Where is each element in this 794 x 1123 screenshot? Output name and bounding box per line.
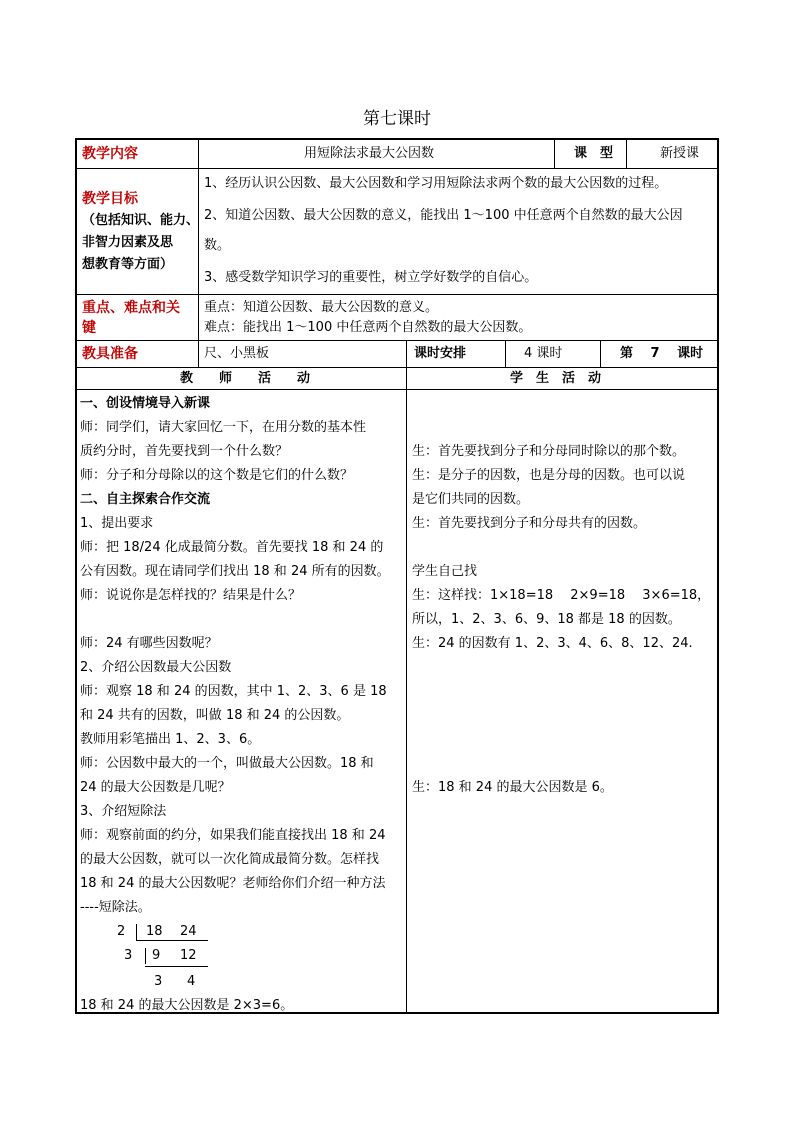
teacher-line: ----短除法。 xyxy=(80,900,151,915)
division-result: 4 xyxy=(187,974,196,989)
teacher-line: 教师用彩笔描出 1、2、3、6。 xyxy=(80,732,261,747)
type-label: 课 型 xyxy=(574,146,614,161)
row-divider xyxy=(76,168,718,169)
student-line: 学生自己找 xyxy=(412,564,478,579)
goal-line: 1、经历认识公因数、最大公因数和学习用短除法求两个数的最大公因数的过程。 xyxy=(204,176,668,191)
teacher-line: 的最大公因数，就可以一次化简成最简分数。怎样找 xyxy=(80,852,380,867)
col-divider xyxy=(554,139,555,168)
student-line: 所以，1、2、3、6、9、18 都是 18 的因数。 xyxy=(412,612,681,627)
row-divider xyxy=(76,294,718,295)
teacher-line: 3、介绍短除法 xyxy=(80,804,167,819)
col-divider xyxy=(505,340,506,367)
col-divider xyxy=(600,340,601,367)
division-line xyxy=(145,966,208,967)
key-point-line: 重点：知道公因数、最大公因数的意义。 xyxy=(204,300,439,315)
goal-line: 3、感受数学知识学习的重要性，树立学好数学的自信心。 xyxy=(204,270,538,285)
type-value: 新授课 xyxy=(660,146,700,161)
teacher-line: 18 和 24 的最大公因数是 2×3=6。 xyxy=(80,998,294,1013)
goals-label: 教学目标 xyxy=(82,191,138,207)
schedule-value: 4 课时 xyxy=(524,346,563,361)
teacher-line: 和 24 共有的因数，叫做 18 和 24 的公因数。 xyxy=(80,708,350,723)
goal-line: 2、知道公因数、最大公因数的意义，能找出 1～100 中任意两个自然数的最大公因 xyxy=(204,208,683,223)
tools-value: 尺、小黑板 xyxy=(204,346,270,361)
division-number: 18 xyxy=(146,924,163,939)
student-line: 是它们共同的因数。 xyxy=(412,492,530,507)
row-divider xyxy=(76,367,718,368)
teacher-line: 师：观察 18 和 24 的因数，其中 1、2、3、6 是 18 xyxy=(80,684,387,699)
goals-label-sub: 非智力因素及思 xyxy=(82,235,174,250)
student-column-header: 学 生 活 动 xyxy=(510,371,602,386)
teacher-line: 师：同学们，请大家回忆一下，在用分数的基本性 xyxy=(80,420,367,435)
teacher-line: 师：分子和分母除以的这个数是它们的什么数？ xyxy=(80,468,354,483)
division-line xyxy=(136,940,208,941)
teacher-line: 师：把 18/24 化成最简分数。首先要找 18 和 24 的 xyxy=(80,540,384,555)
goals-label-sub: （包括知识、能力、 xyxy=(82,213,200,228)
student-line: 生：这样找：1×18=18 2×9=18 3×6=18， xyxy=(412,588,711,603)
section-heading: 二、自主探索合作交流 xyxy=(80,492,211,507)
teacher-line: 师：24 有哪些因数呢？ xyxy=(80,636,218,651)
key-label-cont: 键 xyxy=(82,320,96,336)
row-divider xyxy=(76,389,718,390)
teacher-line: 质约分时，首先要找到一个什么数？ xyxy=(80,444,289,459)
period-label: 第 7 课时 xyxy=(620,346,704,361)
division-divisor: 2 xyxy=(117,924,126,939)
content-label: 教学内容 xyxy=(82,146,138,162)
student-line: 生：是分子的因数，也是分母的因数。也可以说 xyxy=(412,468,686,483)
teacher-line: 公有因数。现在请同学们找出 18 和 24 所有的因数。 xyxy=(80,564,390,579)
goal-line: 数。 xyxy=(204,238,231,253)
teacher-line: 2、介绍公因数最大公因数 xyxy=(80,660,232,675)
goals-label-sub: 想教育等方面） xyxy=(82,257,174,272)
division-bar xyxy=(136,924,137,940)
division-number: 12 xyxy=(180,948,197,963)
division-divisor: 3 xyxy=(124,948,133,963)
row-divider xyxy=(76,340,718,341)
tools-label: 教具准备 xyxy=(82,346,138,362)
division-number: 24 xyxy=(180,924,197,939)
teacher-line: 师：说说你是怎样找的？结果是什么？ xyxy=(80,588,302,603)
schedule-label: 课时安排 xyxy=(414,346,467,361)
teacher-line: 24 的最大公因数是几呢？ xyxy=(80,780,231,795)
section-heading: 一、创设情境导入新课 xyxy=(80,396,211,411)
teacher-line: 师：公因数中最大的一个，叫做最大公因数。18 和 xyxy=(80,756,374,771)
content-value: 用短除法求最大公因数 xyxy=(304,146,435,161)
teacher-line: 1、提出要求 xyxy=(80,516,154,531)
teacher-column-header: 教 师 活 动 xyxy=(180,371,311,386)
teacher-line: 18 和 24 的最大公因数呢？老师给你们介绍一种方法 xyxy=(80,876,386,891)
teacher-line: 师：观察前面的约分，如果我们能直接找出 18 和 24 xyxy=(80,828,386,843)
page-title: 第七课时 xyxy=(363,109,431,129)
col-divider xyxy=(198,139,199,367)
col-divider xyxy=(626,139,627,168)
student-line: 生：首先要找到分子和分母共有的因数。 xyxy=(412,516,647,531)
student-line: 生：首先要找到分子和分母同时除以的那个数。 xyxy=(412,444,686,459)
student-line: 生：18 和 24 的最大公因数是 6。 xyxy=(412,780,613,795)
division-result: 3 xyxy=(154,974,163,989)
division-number: 9 xyxy=(152,948,161,963)
student-line: 生：24 的因数有 1、2、3、4、6、8、12、24. xyxy=(412,636,693,651)
key-label: 重点、难点和关 xyxy=(82,300,180,316)
division-bar xyxy=(145,948,146,964)
col-divider xyxy=(406,340,407,1013)
difficulty-line: 难点：能找出 1～100 中任意两个自然数的最大公因数。 xyxy=(204,320,532,335)
